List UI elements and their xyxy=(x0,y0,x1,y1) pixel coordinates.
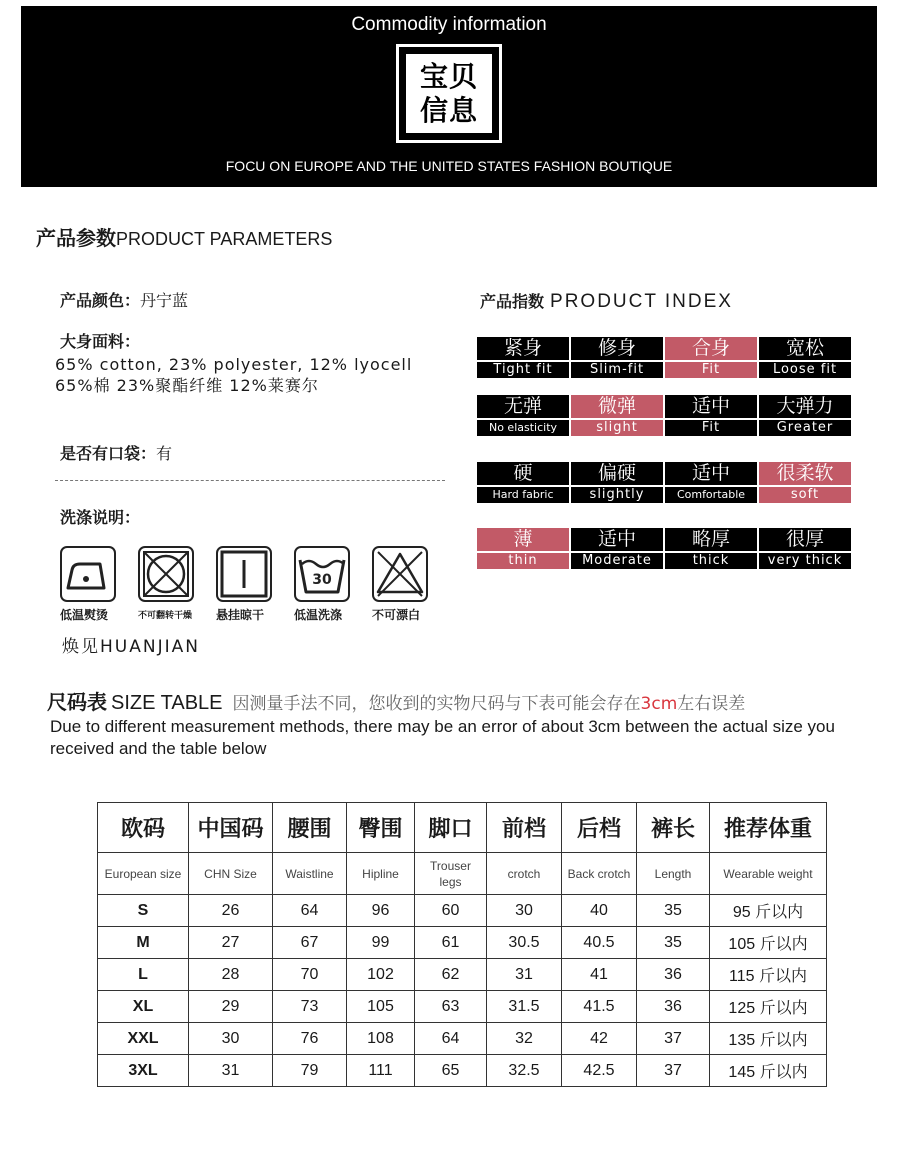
index-cell xyxy=(477,337,569,378)
care-label: 悬挂晾干 xyxy=(216,608,265,622)
size-note xyxy=(233,694,746,714)
index-cell xyxy=(477,462,569,503)
table-cell: 41.5 xyxy=(562,991,637,1023)
banner-box-line1: 宝贝 xyxy=(419,59,478,93)
index-cell-en: Tight fit xyxy=(477,360,569,378)
table-cell: 35 xyxy=(637,927,710,959)
header-cn-cell: 后档 xyxy=(562,803,637,853)
index-cell xyxy=(759,395,851,436)
table-cell: 96 xyxy=(347,895,415,927)
table-cell: 42 xyxy=(562,1023,637,1055)
index-row-thickness xyxy=(477,528,853,569)
index-row-elasticity xyxy=(477,395,853,436)
index-cell xyxy=(665,462,757,503)
index-cell xyxy=(477,528,569,569)
param-care-label: 洗涤说明： xyxy=(60,508,141,527)
size-note-red: 3cm xyxy=(640,694,678,714)
table-cell: 135 斤以内 xyxy=(710,1023,827,1055)
header-cn-cell: 裤长 xyxy=(637,803,710,853)
divider xyxy=(55,480,445,481)
header-cn-cell: 前档 xyxy=(487,803,562,853)
size-note-after: 左右误差 xyxy=(677,694,746,714)
header-cn-cell: 腰围 xyxy=(273,803,347,853)
index-cell xyxy=(571,395,663,436)
header-en-trouser: Trouser legs xyxy=(430,858,471,889)
banner-subtitle: FOCU ON EUROPE AND THE UNITED STATES FASHION BOUTIQUE xyxy=(225,158,673,174)
header-cn-cell: 脚口 xyxy=(415,803,487,853)
care-label: 不可翻转干燥 xyxy=(138,611,193,621)
params-heading-cn: 产品参数 xyxy=(36,226,116,250)
table-cell: 36 xyxy=(637,991,710,1023)
table-row xyxy=(98,991,827,1023)
header-en-cell: Hipline xyxy=(347,853,415,895)
table-cell: 62 xyxy=(415,959,487,991)
header-en-cell: crotch xyxy=(487,853,562,895)
wash-temp: 30 xyxy=(312,572,332,588)
size-note-before: 因测量手法不同，您收到的实物尺码与下表可能会存在 xyxy=(232,694,641,714)
size-cell: XL xyxy=(98,991,189,1023)
index-cell-cn: 薄 xyxy=(513,528,533,550)
table-row xyxy=(98,1023,827,1055)
header-en-cell: European size xyxy=(98,853,189,895)
index-cell-cn: 合身 xyxy=(691,337,730,359)
size-heading xyxy=(47,686,745,715)
params-heading xyxy=(36,222,332,251)
header-cn-cell: 中国码 xyxy=(189,803,273,853)
table-cell: 79 xyxy=(273,1055,347,1087)
size-description: Due to different measurement methods, there may be an error of about 3cm between the actual size you received and the table below xyxy=(50,717,835,758)
index-cell-en: Moderate xyxy=(571,551,663,569)
header-en-cell: Waistline xyxy=(273,853,347,895)
table-cell: 30.5 xyxy=(487,927,562,959)
index-cell xyxy=(759,528,851,569)
table-cell: 76 xyxy=(273,1023,347,1055)
no-tumble-dry-icon xyxy=(138,546,194,602)
care-icons xyxy=(60,546,450,623)
table-cell: 99 xyxy=(347,927,415,959)
table-cell: 26 xyxy=(189,895,273,927)
index-cell xyxy=(665,337,757,378)
table-cell: 36 xyxy=(637,959,710,991)
index-cell-cn: 硬 xyxy=(513,462,533,484)
table-cell: 61 xyxy=(415,927,487,959)
header-en-cell: Wearable weight xyxy=(710,853,827,895)
param-fabric-en: 65% cotton, 23% polyester, 12% lyocell xyxy=(55,355,413,374)
index-cell xyxy=(759,462,851,503)
param-care xyxy=(60,505,140,528)
index-cell-en: thin xyxy=(477,551,569,569)
table-cell: 70 xyxy=(273,959,347,991)
header-en-cell xyxy=(415,853,487,895)
table-cell: 32.5 xyxy=(487,1055,562,1087)
size-cell: S xyxy=(98,895,189,927)
care-label: 低温熨烫 xyxy=(60,608,109,622)
index-cell xyxy=(571,462,663,503)
table-cell: 37 xyxy=(637,1055,710,1087)
param-color-label: 产品颜色： xyxy=(60,291,141,310)
param-color-value: 丹宁蓝 xyxy=(140,291,189,310)
table-cell: 65 xyxy=(415,1055,487,1087)
table-cell: 63 xyxy=(415,991,487,1023)
header-cn-cell: 欧码 xyxy=(98,803,189,853)
index-cell-cn: 微弹 xyxy=(597,395,636,417)
table-cell: 111 xyxy=(347,1055,415,1087)
index-cell-cn: 适中 xyxy=(691,395,730,417)
table-cell: 40 xyxy=(562,895,637,927)
table-cell: 73 xyxy=(273,991,347,1023)
table-cell: 27 xyxy=(189,927,273,959)
index-cell-cn: 紧身 xyxy=(503,337,542,359)
wash-30-icon xyxy=(294,546,350,602)
index-cell-cn: 很厚 xyxy=(785,528,824,550)
index-cell-en: very thick xyxy=(759,551,851,569)
header-cn-cell: 臀围 xyxy=(347,803,415,853)
header-en-cell: Back crotch xyxy=(562,853,637,895)
table-cell: 31.5 xyxy=(487,991,562,1023)
table-cell: 31 xyxy=(487,959,562,991)
table-cell: 67 xyxy=(273,927,347,959)
table-cell: 60 xyxy=(415,895,487,927)
index-row-softness xyxy=(477,462,853,503)
param-fabric-values xyxy=(55,354,435,396)
care-item xyxy=(216,546,294,623)
param-fabric-label: 大身面料： xyxy=(60,332,141,351)
param-color xyxy=(60,288,188,311)
index-heading-cn: 产品指数 xyxy=(480,292,545,311)
care-label: 不可漂白 xyxy=(372,608,421,622)
index-cell-en: Comfortable xyxy=(665,485,757,503)
index-cell-en: slight xyxy=(571,418,663,436)
index-cell-en: Loose fit xyxy=(759,360,851,378)
header-cn-cell: 推荐体重 xyxy=(710,803,827,853)
table-cell: 102 xyxy=(347,959,415,991)
index-heading-en: PRODUCT INDEX xyxy=(550,291,733,312)
table-cell: 28 xyxy=(189,959,273,991)
table-header-en xyxy=(98,853,827,895)
care-item xyxy=(60,546,138,623)
index-cell-en: Slim-fit xyxy=(571,360,663,378)
banner-box xyxy=(396,44,502,143)
index-cell-cn: 修身 xyxy=(597,337,636,359)
table-cell: 29 xyxy=(189,991,273,1023)
table-cell: 30 xyxy=(487,895,562,927)
table-cell: 64 xyxy=(273,895,347,927)
size-cell: XXL xyxy=(98,1023,189,1055)
index-cell-cn: 偏硬 xyxy=(597,462,636,484)
index-cell-en: thick xyxy=(665,551,757,569)
care-item xyxy=(372,546,450,623)
iron-low-icon xyxy=(60,546,116,602)
table-cell: 41 xyxy=(562,959,637,991)
table-cell: 95 斤以内 xyxy=(710,895,827,927)
header-en-cell: Length xyxy=(637,853,710,895)
index-cell-en: Greater xyxy=(759,418,851,436)
table-cell: 108 xyxy=(347,1023,415,1055)
index-cell-cn: 略厚 xyxy=(691,528,730,550)
table-cell: 105 xyxy=(347,991,415,1023)
index-cell xyxy=(665,395,757,436)
table-cell: 125 斤以内 xyxy=(710,991,827,1023)
index-cell-cn: 无弹 xyxy=(503,395,542,417)
table-cell: 42.5 xyxy=(562,1055,637,1087)
line-dry-icon xyxy=(216,546,272,602)
table-cell: 105 斤以内 xyxy=(710,927,827,959)
table-cell: 145 斤以内 xyxy=(710,1055,827,1087)
size-heading-en: SIZE TABLE xyxy=(111,692,223,714)
index-cell-cn: 很柔软 xyxy=(776,462,834,484)
size-cell: 3XL xyxy=(98,1055,189,1087)
care-label: 低温洗涤 xyxy=(294,608,343,622)
index-cell-en: No elasticity xyxy=(477,418,569,436)
table-cell: 40.5 xyxy=(562,927,637,959)
index-cell xyxy=(571,528,663,569)
table-header-cn xyxy=(98,803,827,853)
index-cell-cn: 大弹力 xyxy=(776,395,834,417)
table-cell: 32 xyxy=(487,1023,562,1055)
size-cell: L xyxy=(98,959,189,991)
index-cell xyxy=(759,337,851,378)
param-fabric-cn: 65%棉 23%聚酯纤维 12%莱赛尔 xyxy=(55,376,319,395)
size-heading-cn: 尺码表 xyxy=(47,690,107,714)
index-row-fit xyxy=(477,337,853,378)
size-table xyxy=(97,802,827,1087)
care-item xyxy=(138,546,216,623)
table-cell: 31 xyxy=(189,1055,273,1087)
banner-box-line2: 信息 xyxy=(419,93,478,127)
table-cell: 30 xyxy=(189,1023,273,1055)
index-cell xyxy=(477,395,569,436)
table-cell: 37 xyxy=(637,1023,710,1055)
index-cell-en: slightly xyxy=(571,485,663,503)
header-en-cell: CHN Size xyxy=(189,853,273,895)
care-item xyxy=(294,546,372,623)
param-pocket-label: 是否有口袋： xyxy=(60,444,157,463)
table-row xyxy=(98,927,827,959)
index-heading xyxy=(480,289,733,313)
table-cell: 115 斤以内 xyxy=(710,959,827,991)
index-cell-cn: 宽松 xyxy=(785,337,824,359)
index-cell-en: Hard fabric xyxy=(477,485,569,503)
params-heading-en: PRODUCT PARAMETERS xyxy=(116,229,333,249)
param-pocket-value: 有 xyxy=(156,444,173,463)
index-cell-en: soft xyxy=(759,485,851,503)
no-bleach-icon xyxy=(372,546,428,602)
table-row xyxy=(98,1055,827,1087)
size-cell: M xyxy=(98,927,189,959)
table-row xyxy=(98,959,827,991)
param-pocket xyxy=(60,441,172,464)
index-cell-cn: 适中 xyxy=(691,462,730,484)
index-cell-en: Fit xyxy=(665,418,757,436)
param-fabric xyxy=(60,329,140,352)
table-cell: 35 xyxy=(637,895,710,927)
size-rows xyxy=(98,895,827,1087)
index-cell xyxy=(571,337,663,378)
table-cell: 64 xyxy=(415,1023,487,1055)
index-cell-en: Fit xyxy=(665,360,757,378)
index-cell xyxy=(665,528,757,569)
banner-title: Commodity information xyxy=(351,14,547,35)
table-row xyxy=(98,895,827,927)
header-banner xyxy=(21,6,877,187)
brand-name: 焕见HUANJIAN xyxy=(62,637,200,657)
index-cell-cn: 适中 xyxy=(597,528,636,550)
